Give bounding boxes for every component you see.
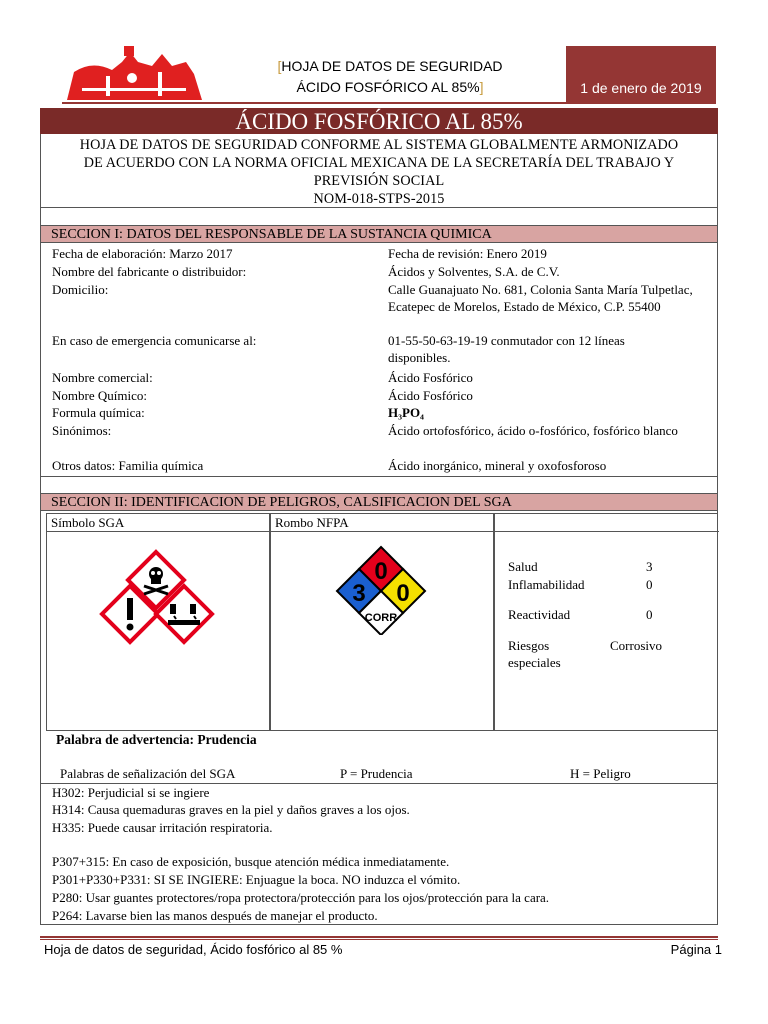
- statement-text: : Causa quemaduras graves en la piel y daños graves a los ojos.: [80, 802, 410, 817]
- s1-value: Ácido ortofosfórico, ácido o-fosfórico, fosfórico blanco: [388, 423, 678, 438]
- nfpa-health: 3: [352, 580, 366, 607]
- rating-label: Riesgos especiales: [508, 638, 561, 670]
- footer-document-name: Hoja de datos de seguridad, Ácido fosfórico al 85 %: [44, 942, 343, 957]
- s1-value: Ácido inorgánico, mineral y oxofosforoso: [388, 458, 607, 473]
- header-divider: [62, 102, 716, 104]
- statement-text: : Puede causar irritación respiratoria.: [80, 820, 273, 835]
- header-title: [HOJA DE DATOS DE SEGURIDAD ÁCIDO FOSFÓRICO AL 85%]: [277, 58, 503, 95]
- s1-label: Nombre del fabricante o distribuidor:: [52, 264, 247, 279]
- precaution-statement: [52, 853, 449, 870]
- hazard-statement: [52, 784, 209, 801]
- rating-label: Salud: [508, 559, 538, 574]
- rating-label: Inflamabilidad: [508, 577, 585, 592]
- subtitle-line: NOM-018-STPS-2015: [313, 191, 445, 207]
- rating-value: 3: [646, 559, 653, 574]
- statement-code: H314: [52, 802, 81, 817]
- statement-text: : SI SE INGIERE: Enjuague la boca. NO induzca el vómito.: [146, 872, 461, 887]
- s1-label: Otros datos: Familia química: [52, 458, 204, 473]
- s1-value: 01-55-50-63-19-19 conmutador con 12 líneas disponibles.: [388, 333, 625, 365]
- section1-heading: SECCION I: DATOS DEL RESPONSABLE DE LA SUSTANCIA QUIMICA: [41, 225, 717, 243]
- company-logo-icon: [62, 42, 207, 104]
- s1-value: Calle Guanajuato No. 681, Colonia Santa María Tulpetlac, Ecatepec de Morelos, Estado de México, C.P. 55400: [388, 282, 693, 314]
- signal-word: Palabra de advertencia: Prudencia: [56, 732, 257, 747]
- divider: [271, 531, 495, 532]
- statement-code: H302: [52, 785, 81, 800]
- signal-label: Palabras de señalización del SGA: [60, 766, 236, 781]
- hazard-statement: [52, 819, 273, 836]
- statement-code: P301+P330+P331: [52, 872, 147, 887]
- hazard-statement: [52, 801, 410, 818]
- statement-code: H335: [52, 820, 81, 835]
- s1-value: Ácido Fosfórico: [388, 388, 473, 403]
- subtitle-line: DE ACUERDO CON LA NORMA OFICIAL MEXICANA DE LA SECRETARÍA DEL TRABAJO Y: [83, 155, 675, 171]
- header-date: 1 de enero de 2019: [580, 80, 702, 96]
- statement-text: : En caso de exposición, busque atención médica inmediatamente.: [105, 854, 450, 869]
- footer-page-number: Página 1: [670, 942, 722, 957]
- rating-value: 0: [646, 607, 653, 622]
- statement-code: P307+315: [52, 854, 106, 869]
- signal-h: H = Peligro: [570, 766, 631, 781]
- nfpa-reactivity: 0: [396, 580, 410, 607]
- s1-label: Formula química:: [52, 405, 145, 420]
- header-title-line2: ÁCIDO FOSFÓRICO AL 85%: [296, 79, 480, 95]
- s1-label: Nombre comercial:: [52, 370, 153, 385]
- precaution-statement: [52, 889, 549, 906]
- nfpa-special: CORR: [364, 612, 398, 624]
- precaution-statement: [52, 871, 460, 888]
- statement-text: : Perjudicial si se ingiere: [80, 785, 210, 800]
- s1-label: Nombre Químico:: [52, 388, 147, 403]
- s1-value: Ácidos y Solventes, S.A. de C.V.: [388, 264, 560, 279]
- header-title-line1: HOJA DE DATOS DE SEGURIDAD: [281, 58, 503, 74]
- statement-code: P280: [52, 890, 79, 905]
- s1-label: En caso de emergencia comunicarse al:: [52, 333, 257, 348]
- nfpa-flammability: 0: [374, 558, 388, 585]
- statement-code: P264: [52, 908, 79, 923]
- divider: [41, 207, 717, 208]
- section2-heading: SECCION II: IDENTIFICACION DE PELIGROS, CALSIFICACION DEL SGA: [41, 493, 717, 511]
- rating-label: Reactividad: [508, 607, 571, 622]
- s1-value: Ácido Fosfórico: [388, 370, 473, 385]
- s1-value: H₃PO₄: [388, 405, 424, 420]
- signal-p: P = Prudencia: [340, 766, 413, 781]
- sga-header: Símbolo SGA: [51, 515, 125, 530]
- nfpa-diamond-icon: [326, 545, 436, 635]
- ghs-pictograms: [96, 548, 226, 658]
- statement-text: : Lavarse bien las manos después de manejar el producto.: [78, 908, 378, 923]
- document-subtitle: [41, 136, 717, 208]
- divider: [495, 531, 719, 532]
- subtitle-line: PREVISIÓN SOCIAL: [313, 173, 445, 189]
- document-title: ÁCIDO FOSFÓRICO AL 85%: [40, 108, 718, 134]
- subtitle-line: HOJA DE DATOS DE SEGURIDAD CONFORME AL SISTEMA GLOBALMENTE ARMONIZADO: [79, 137, 679, 153]
- rating-value: Corrosivo: [610, 638, 662, 653]
- divider: [47, 531, 271, 532]
- s1-label: Sinónimos:: [52, 423, 112, 438]
- divider: [41, 476, 717, 477]
- precaution-statement: [52, 907, 378, 924]
- footer-divider: [40, 936, 718, 938]
- s1-label: Domicilio:: [52, 282, 109, 297]
- s1-label: Fecha de elaboración: Marzo 2017: [52, 246, 233, 261]
- footer-divider: [40, 939, 718, 940]
- header-date-box: [566, 46, 716, 102]
- rating-value: 0: [646, 577, 653, 592]
- nfpa-header: Rombo NFPA: [275, 515, 349, 530]
- statement-text: : Usar guantes protectores/ropa protectora/protección para los ojos/protección para la cara.: [78, 890, 550, 905]
- s1-value: Fecha de revisión: Enero 2019: [388, 246, 547, 261]
